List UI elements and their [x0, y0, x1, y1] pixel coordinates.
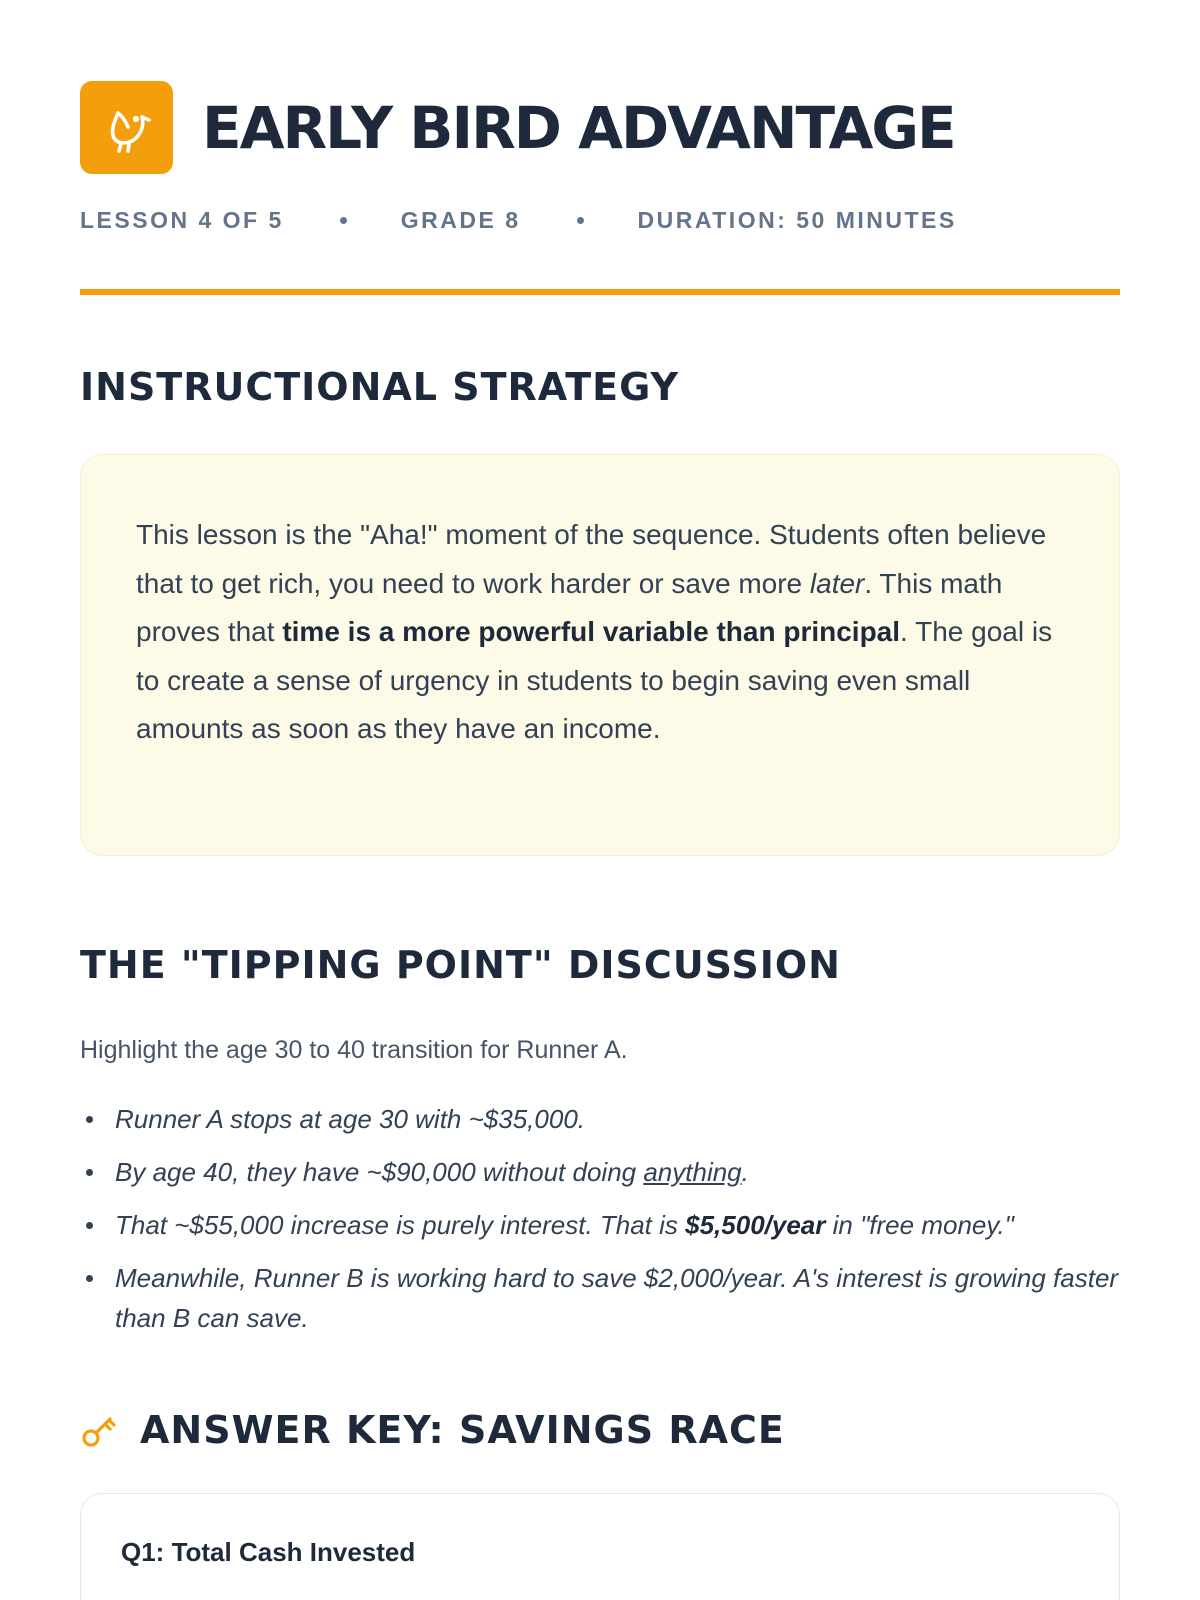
question-title: Q1: Total Cash Invested — [121, 1537, 416, 1567]
grade-level: GRADE 8 — [400, 206, 521, 233]
lesson-duration: DURATION: 50 MINUTES — [637, 206, 957, 233]
list-item: Meanwhile, Runner B is working hard to save $2,000/year. A's interest is growing faster than B can save. — [80, 1258, 1120, 1338]
separator-dot — [340, 217, 347, 224]
answer-card — [80, 1493, 1120, 1600]
list-item: Runner A stops at age 30 with ~$35,000. — [80, 1099, 1120, 1139]
answer-key-heading: ANSWER KEY: SAVINGS RACE — [140, 1408, 785, 1452]
answer-key-header — [80, 1408, 1120, 1452]
strategy-heading: INSTRUCTIONAL STRATEGY — [80, 365, 680, 409]
separator-dot — [577, 217, 584, 224]
page-title: EARLY BIRD ADVANTAGE — [202, 93, 955, 162]
lesson-meta — [80, 205, 1120, 235]
strategy-text: This lesson is the "Aha!" moment of the sequence. Students often believe that to get rich, you need to work harder or save more later. This math proves that time is a more powerful variable than principal. The goal is to create a sense of urgency in students to begin saving even small amounts as soon as they have an income. — [136, 519, 1053, 744]
list-item: By age 40, they have ~$90,000 without doing anything. — [80, 1152, 1120, 1192]
header-divider — [80, 289, 1120, 295]
strategy-callout — [80, 454, 1120, 856]
lesson-number: LESSON 4 OF 5 — [80, 206, 284, 233]
tipping-intro: Highlight the age 30 to 40 transition for Runner A. — [80, 1036, 628, 1064]
key-icon — [80, 1411, 118, 1449]
bird-icon — [80, 81, 173, 174]
list-item: That ~$55,000 increase is purely interest. That is $5,500/year in "free money." — [80, 1205, 1120, 1245]
tipping-bullet-list — [80, 1099, 1120, 1338]
page-header — [80, 80, 1120, 175]
tipping-point-heading: THE "TIPPING POINT" DISCUSSION — [80, 943, 841, 987]
